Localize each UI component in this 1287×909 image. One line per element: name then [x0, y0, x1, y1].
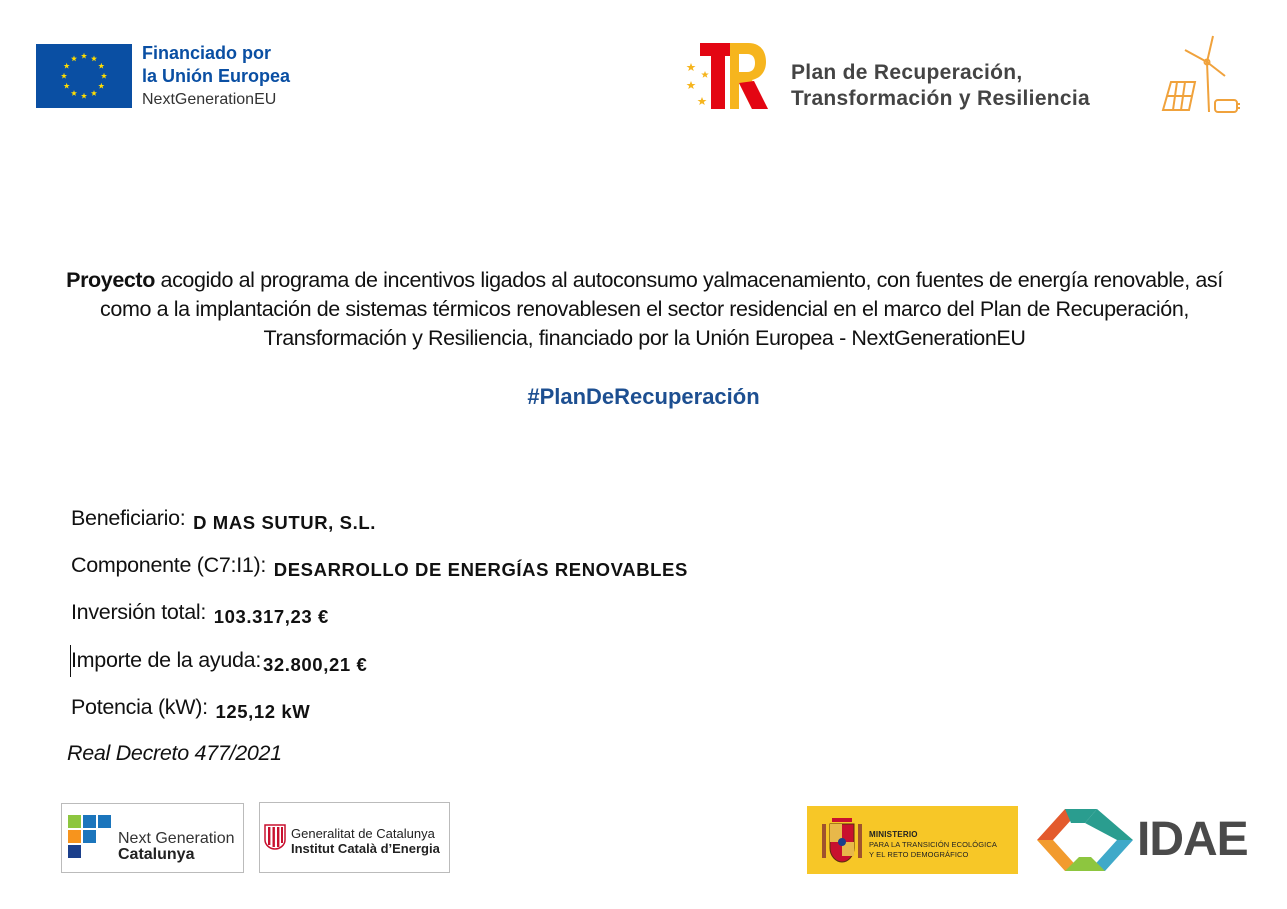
- field-componente: [71, 553, 688, 578]
- idae-mark-icon: [1035, 805, 1135, 875]
- ngc-squares-icon: [68, 815, 112, 859]
- generalitat-icaen-logo: [259, 802, 450, 873]
- idae-logo-text: IDAE: [1137, 813, 1248, 866]
- ngc-line2: Catalunya: [118, 846, 195, 863]
- potencia-value: 125,12 kW: [215, 701, 311, 722]
- importe-value: 32.800,21 €: [263, 654, 368, 675]
- inversion-value: 103.317,23 €: [213, 606, 329, 627]
- potencia-label: Potencia (kW):: [71, 695, 208, 719]
- wind-turbine-solar-battery-icon: [1155, 32, 1243, 118]
- next-generation-catalunya-logo: [61, 803, 244, 873]
- generalitat-line2: Institut Català d’Energia: [291, 841, 440, 856]
- field-importe: [71, 648, 367, 673]
- plan-recuperacion-text: [791, 60, 1090, 112]
- eu-line1: Financiado por: [142, 43, 272, 63]
- plan-line2: Transformación y Resiliencia: [791, 87, 1091, 110]
- ngc-line1: Next Generation: [118, 830, 235, 847]
- field-inversion: [71, 600, 329, 625]
- ministerio-line1: MINISTERIO: [869, 830, 918, 839]
- componente-label: Componente (C7:I1):: [71, 553, 267, 577]
- field-beneficiario: [71, 506, 376, 531]
- intro-paragraph: [62, 266, 1227, 353]
- generalitat-line1: Generalitat de Catalunya: [291, 826, 435, 841]
- generalitat-shield-icon: [264, 824, 286, 850]
- plan-line1: Plan de Recuperación,: [791, 61, 1023, 84]
- eu-line2: la Unión Europea: [142, 66, 291, 86]
- eu-flag-logo: [36, 44, 132, 108]
- ministerio-logo: [807, 806, 1018, 874]
- beneficiario-value: D MAS SUTUR, S.L.: [193, 512, 376, 533]
- eu-funding-text: [142, 42, 290, 111]
- inversion-label: Inversión total:: [71, 600, 207, 624]
- ministerio-line2: PARA LA TRANSICIÓN ECOLÓGICA: [869, 840, 997, 849]
- hashtag: #PlanDeRecuperación: [527, 384, 760, 409]
- tr-plan-logo: [686, 41, 772, 111]
- intro-text: acogido al programa de incentivos ligados al autoconsumo yalmacenamiento, con fuentes de energía renovable, así como a la implantación de sistemas térmicos renovablesen el sector residencial en el marco del Plan de Recuperación, Transformación y Resiliencia, financiado por la Unión Europea - NextGenerationEU: [100, 268, 1223, 350]
- ministerio-line3: Y EL RETO DEMOGRÁFICO: [869, 850, 969, 859]
- field-potencia: [71, 695, 310, 720]
- real-decreto: Real Decreto 477/2021: [67, 741, 282, 765]
- componente-value: DESARROLLO DE ENERGÍAS RENOVABLES: [273, 559, 688, 580]
- beneficiario-label: Beneficiario:: [71, 506, 186, 530]
- spain-coat-of-arms-icon: [820, 814, 864, 866]
- eu-line3: NextGenerationEU: [142, 91, 277, 108]
- intro-bold-label: Proyecto: [66, 268, 155, 292]
- importe-label: Importe de la ayuda:: [71, 648, 262, 672]
